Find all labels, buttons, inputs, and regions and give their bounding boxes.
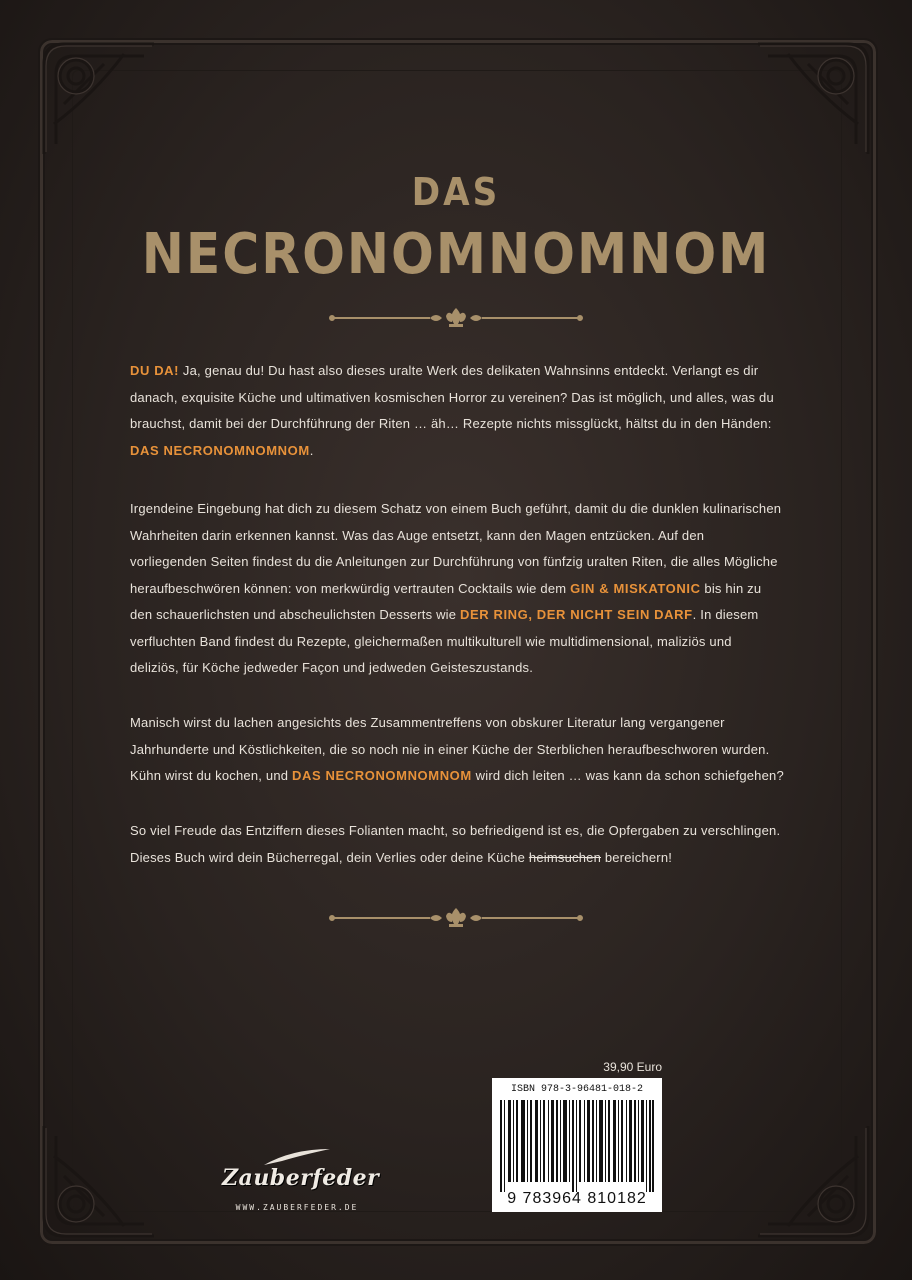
book-name-highlight: DAS NECRONOMNOMNOM: [130, 442, 310, 458]
recipe-highlight-gin: GIN & MISKATONIC: [570, 580, 701, 596]
recipe-highlight-ring: DER RING, DER NICHT SEIN DARF: [460, 607, 693, 622]
paragraph-text: . In diesem verfluchten Band findest du Rezepte, gleichermaßen multikulturell wie multidimensional, maliziös und deliziös, für Köche jedweder Façon und jedweden Geisteszustands.: [130, 607, 759, 675]
publisher-name: Zauberfeder: [222, 1165, 380, 1191]
price-label: 39,90 Euro: [603, 1060, 662, 1074]
manic-paragraph: [130, 710, 784, 790]
book-title: NECRONOMNOMNOM: [141, 222, 771, 287]
title-line-das: DAS: [411, 170, 501, 214]
paragraph-text: wird dich leiten … was kann da schon schiefgehen?: [471, 768, 784, 783]
intro-paragraph: [130, 358, 784, 464]
paragraph-text: .: [309, 442, 314, 458]
description-paragraph: [130, 496, 784, 682]
quill-feather-icon: [262, 1147, 332, 1167]
paragraph-text: Manisch wirst du lachen angesichts des Zusammentreffens von obskurer Literatur lang vergangener Jahrhunderte und Köstlichkeiten, die so noch nie in einer Küche der Sterblichen heraufbeschworen wurden. Kühn wirst du kochen, und: [130, 715, 770, 783]
isbn-number: ISBN 978-3-96481-018-2: [510, 1084, 644, 1095]
fleur-de-lis-divider-icon: [326, 306, 586, 330]
isbn-barcode: [492, 1078, 662, 1212]
barcode-bars-icon: [500, 1100, 654, 1192]
publisher-url[interactable]: WWW.ZAUBERFEDER.DE: [235, 1203, 359, 1212]
paragraph-text: bis hin zu den schauerlichsten und abscheulichsten Desserts wie: [130, 580, 762, 622]
paragraph-text: Irgendeine Eingebung hat dich zu diesem Schatz von einem Buch geführt, damit du die dunklen kulinarischen Wahrheiten darin erkennen kannst. Was das Auge entsetzt, kann den Magen entzücken. Auf den vorliegenden Seiten findest du die Anleitungen zur Durchführung von fünfzig uralten Riten, die alles Mögliche heraufbeschwören können: von merkwürdig vertrauten Cocktails wie dem: [130, 501, 782, 596]
callout-du-da: DU DA!: [130, 363, 180, 378]
struck-word: heimsuchen: [528, 849, 602, 865]
closing-paragraph: [130, 818, 784, 871]
paragraph-text: bereichern!: [601, 849, 673, 865]
fleur-de-lis-divider-icon: [326, 906, 586, 930]
celtic-knot-corner-icon: [748, 34, 878, 164]
book-name-highlight: DAS NECRONOMNOMNOM: [292, 768, 472, 783]
paragraph-text: So viel Freude das Entziffern dieses Folianten macht, so befriedigend ist es, die Opfergaben zu verschlingen. Dieses Buch wird dein Bücherregal, dein Verlies oder deine Küche: [130, 823, 781, 865]
celtic-knot-corner-icon: [34, 34, 164, 164]
celtic-knot-corner-icon: [34, 1116, 164, 1246]
publisher-logo: [222, 1165, 380, 1191]
paragraph-text: Ja, genau du! Du hast also dieses uralte Werk des delikaten Wahnsinns entdeckt. Verlangt es dir danach, exquisite Küche und ultimativen kosmischen Horror zu vereinen? Das ist möglich, und alles, was du brauchst, damit bei der Durchführung der Riten … äh… Rezepte nichts missglückt, hältst du in den Händen:: [130, 363, 774, 431]
celtic-knot-corner-icon: [748, 1116, 878, 1246]
barcode-digits: 9 783964 810182: [507, 1190, 647, 1207]
